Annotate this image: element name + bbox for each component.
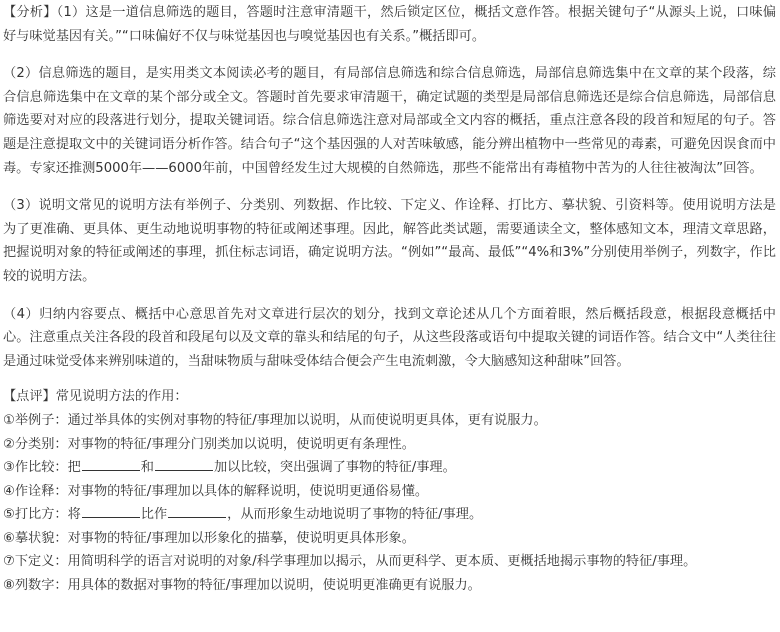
metaphor-text-start: ⑤打比方：将 [3,507,81,523]
comparison-text-end: 加以比较，突出强调了事物的特征/事理。 [213,460,456,476]
method-item-interpretation: ④作诠释：对事物的特征/事理加以具体的解释说明，使说明更通俗易懂。 [3,483,429,499]
analysis-paragraph-2: （2）信息筛选的题目，是实用类文本阅读必考的题目，有局部信息筛选和综合信息筛选，局部信息筛选集中在文章的某个段落，综合信息筛选集中在文章的某个部分或全文。答题时首先要求审清题干，确定试题的类型是局部信息筛选还是综合信息筛选，局部信息筛选要对对应的段落进行划分，提取关键词语。综合信息筛选注意对局部或全文内容的概括，重点注意各段的段首和短尾的句子。答题是注意提取文中的关键词语分析作答。结合句子“这个基因强的人对苦味敏感，能分辨出植物中一些常见的毒素，可避免因误食而中毒。专家还推测5000年——6000年前，中国曾经发生过大规模的自然筛选，那些不能常出有毒植物中苦为的人往往被淘汰”回答。 [3,66,776,176]
method-item-example: ①举例子：通过举具体的实例对事物的特征/事理加以说明，从而使说明更具体，更有说服力。 [3,412,547,428]
method-item-description: ⑥摹状貌：对事物的特征/事理加以形象化的描摹，使说明更具体形象。 [3,530,415,546]
fill-blank-line [82,458,140,471]
analysis-paragraph-1: 【分析】（1）这是一道信息筛选的题目，答题时注意审清题干，然后锁定区位，概括文意作答。根据关键句子“从源头上说，口味偏好与味觉基因有关。”“口味偏好不仅与味觉基因也与嗅觉基因也有关系。”概括即可。 [3,5,776,44]
method-item-classification: ②分类别：对事物的特征/事理分门别类加以说明，使说明更有条理性。 [3,436,415,452]
comparison-text-start: ③作比较：把 [3,460,81,476]
comment-section [3,385,776,597]
method-item-numbers: ⑧列数字：用具体的数据对事物的特征/事理加以说明，使说明更准确更有说服力。 [3,578,481,594]
explanation-method-list [3,409,776,598]
analysis-paragraph-4: （4）归纳内容要点、概括中心意思首先对文章进行层次的划分，找到文章论述从几个方面着眼，然后概括段意，根据段意概括中心。注意重点关注各段的段首和段尾句以及文章的靠头和结尾的句子，从这些段落或语句中提取关键的词语作答。结合文中“人类往往是通过味觉受体来辨别味道的，当甜味物质与甜味受体结合便会产生电流刺激，令大脑感知这种甜味”回答。 [3,306,776,369]
comparison-text-middle: 和 [140,460,154,476]
method-item-metaphor [3,503,776,527]
analysis-paragraph-3: （3）说明文常见的说明方法有举例子、分类别、列数据、作比较、下定义、作诠释、打比方、摹状貌、引资料等。使用说明方法是为了更准确、更具体、更生动地说明事物的特征或阐述事理。因此，解答此类试题，需要通读全文，整体感知文本，理清文章思路，把握说明对象的特征或阐述的事理，抓住标志词语，确定说明方法。“例如”“最高、最低”“4%和3%”分别使用举例子，列数字，作比较的说明方法。 [3,198,776,284]
metaphor-text-end: ，从而形象生动地说明了事物的特征/事理。 [227,507,483,523]
comment-heading: 【点评】常见说明方法的作用： [3,389,188,405]
method-item-comparison [3,456,776,480]
metaphor-text-middle: 比作 [140,507,168,523]
fill-blank-line [168,505,226,518]
method-item-definition: ⑦下定义：用简明科学的语言对说明的对象/科学事理加以揭示，从而更科学、更本质、更概括地揭示事物的特征/事理。 [3,554,697,570]
fill-blank-line [82,505,140,518]
fill-blank-line [155,458,213,471]
